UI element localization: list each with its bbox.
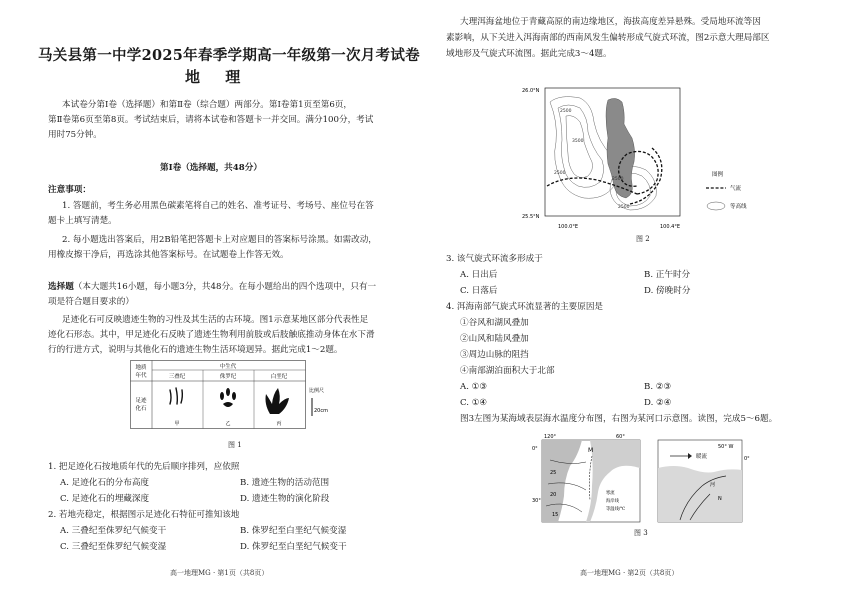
q2-option-d[interactable]: D. 侏罗纪至白垩纪气候变干 <box>240 542 347 552</box>
lon-label-w: 50° W <box>718 444 734 450</box>
q1-stem: 1. 把足迹化石按地质年代的先后顺序排列，应依照 <box>48 462 240 472</box>
lat-top-label: 26.0°N <box>522 88 540 94</box>
intro-line: 本试卷分第Ⅰ卷（选择题）和第Ⅱ卷（综合题）两部分。第Ⅰ卷第1页至第6页， <box>62 100 352 110</box>
contour-label: 2500 <box>618 205 630 210</box>
q3-option-c[interactable]: C. 日落后 <box>460 286 498 296</box>
lon-right-label: 100.4°E <box>660 224 680 230</box>
notes-heading: 注意事项： <box>48 185 91 195</box>
page-right <box>430 0 860 592</box>
choice-desc: （本大题共16小题，每小题3分，共48分。在每小题给出的四个选项中，只有一 <box>73 282 377 292</box>
fossil-jia-icon <box>170 388 182 404</box>
contour-label: 2500 <box>554 171 566 176</box>
scale-value: 20cm <box>314 408 328 414</box>
q3-option-b[interactable]: B. 正午时分 <box>644 270 691 280</box>
fossil-name: 丙 <box>276 421 282 427</box>
scale-label: 比例尺 <box>309 388 325 394</box>
passage-line: 迹化石形态。其中，甲足迹化石反映了遗迹生物利用前肢或后肢触底推动身体在水下滑 <box>48 330 375 340</box>
note-line: 用橡皮擦干净后，再选涂其他答案标号。在试题卷上作答无效。 <box>48 250 289 260</box>
lon-left-label: 100.0°E <box>558 224 578 230</box>
legend-isotherm: 等温线/℃ <box>606 507 626 512</box>
point-m-label: M <box>588 447 594 454</box>
lon-label: 120° <box>544 434 557 440</box>
contour-label: 2500 <box>612 177 624 182</box>
row-label-fossil: 足迹 <box>135 398 147 404</box>
passage2: 图3左图为某海域表层海水温度分布图，右图为某河口示意图。读图，完成5～6题。 <box>460 414 778 424</box>
legend-coastline: 海岸线 <box>606 499 619 504</box>
note-line: 1. 答题前，考生务必用黑色碳素笔将自己的姓名、准考证号、考场号、座位号在答 <box>62 201 374 211</box>
q4-item: ③周边山脉的阻挡 <box>460 350 529 360</box>
north-label: N <box>718 496 722 502</box>
fossil-name: 乙 <box>225 421 231 427</box>
q4-item: ②山风和陆风叠加 <box>460 334 529 344</box>
contour-label: 2500 <box>560 109 572 114</box>
exam-title: 马关县第一中学2025年春季学期高一年级第一次月考试卷 <box>38 47 420 64</box>
choice-desc-2: 项是符合题目要求的） <box>48 297 134 307</box>
choice-instructions <box>48 280 376 295</box>
estuary-land <box>658 466 742 522</box>
fossil-name: 甲 <box>174 421 180 427</box>
row-label-era: 地质 <box>135 365 147 371</box>
isotherm-label: 20 <box>550 492 557 498</box>
figure-2-map <box>520 82 780 232</box>
q2-option-b[interactable]: B. 侏罗纪至白垩纪气候变湿 <box>240 526 347 536</box>
figure-2-caption: 图 2 <box>636 235 650 243</box>
river-label: 河 <box>710 482 716 488</box>
contour-label: 3500 <box>572 139 584 144</box>
legend-airflow-label: 气流 <box>730 186 742 192</box>
lat-label-0: 0° <box>744 456 750 462</box>
note-line: 题卡上填写清楚。 <box>48 216 117 226</box>
q4-option-a[interactable]: A. ①③ <box>460 382 488 392</box>
figure-3-caption: 图 3 <box>634 529 648 537</box>
q4-option-c[interactable]: C. ①④ <box>460 398 488 408</box>
q3-option-a[interactable]: A. 日出后 <box>460 270 498 280</box>
warm-current-label: 暖流 <box>696 454 708 460</box>
q1-option-c[interactable]: C. 足迹化石的埋藏深度 <box>60 494 150 504</box>
row-label-fossil: 化石 <box>135 406 147 412</box>
passage-line: 域地形及气旋式环流图。据此完成3～4题。 <box>446 49 612 59</box>
lat-bottom-label: 25.5°N <box>522 214 540 220</box>
intro-line: 用时75分钟。 <box>48 130 102 140</box>
page-footer: 高一地理MG · 第2页（共8页） <box>580 569 679 577</box>
isotherm-label: 15 <box>552 512 559 518</box>
lon-label: 60° <box>616 434 625 440</box>
period-jurassic: 侏罗纪 <box>219 374 237 380</box>
fossil-bing-icon <box>266 388 290 414</box>
legend-title: 图例 <box>712 172 724 178</box>
subject-title: 地 理 <box>185 68 251 86</box>
figure-3-maps <box>530 430 770 526</box>
figure-1-caption: 图 1 <box>228 441 242 449</box>
q4-option-b[interactable]: B. ②③ <box>644 382 672 392</box>
row-label-era: 年代 <box>135 373 147 379</box>
q3-option-d[interactable]: D. 傍晚时分 <box>644 286 691 296</box>
fossil-yi-icon <box>220 388 236 407</box>
q1-option-b[interactable]: B. 遗迹生物的活动范围 <box>240 478 330 488</box>
figure-1-fossils <box>130 360 330 430</box>
choice-heading: 选择题 <box>48 282 74 292</box>
intro-line: 第Ⅱ卷第6页至第8页。考试结束后，请将本试卷和答题卡一并交回。满分100分，考试 <box>48 115 374 125</box>
q3-stem: 3. 该气旋式环流多形成于 <box>446 254 543 264</box>
q2-option-c[interactable]: C. 三叠纪至侏罗纪气候变湿 <box>60 542 167 552</box>
q2-stem: 2. 若地壳稳定，根据图示足迹化石特征可推知该地 <box>48 510 240 520</box>
q4-stem: 4. 洱海南部气旋式环流显著的主要原因是 <box>446 302 604 312</box>
period-triassic: 三叠纪 <box>168 374 186 380</box>
legend-cold-current: 寒流 <box>606 491 615 496</box>
legend-contour-icon <box>707 202 725 210</box>
lat-label: 0° <box>532 446 538 452</box>
q4-item: ④南部湖泊面积大于北部 <box>460 366 555 376</box>
q2-option-a[interactable]: A. 三叠纪至侏罗纪气候变干 <box>60 526 167 536</box>
passage-line: 大理洱海盆地位于青藏高原的南边缘地区，海拔高度差异悬殊。受局地环流等因 <box>460 17 761 27</box>
q4-item: ①谷风和湖风叠加 <box>460 318 529 328</box>
lake-name-label: 洱海 <box>636 140 649 147</box>
q4-option-d[interactable]: D. ②④ <box>644 398 672 408</box>
era-group-label: 中生代 <box>219 364 237 370</box>
section-title: 第Ⅰ卷（选择题，共48分） <box>160 163 262 173</box>
passage-line: 足迹化石可反映遗迹生物的习性及其生活的古环境。图1示意某地区部分代表性足 <box>62 315 369 325</box>
passage-line: 行的行进方式，说明与其他化石的遗迹生物生活环境迥异。据此完成1～2题。 <box>48 345 343 355</box>
lat-label: 30° <box>532 498 541 504</box>
q1-option-a[interactable]: A. 足迹化石的分布高度 <box>60 478 150 488</box>
period-cretaceous: 白垩纪 <box>270 374 288 380</box>
passage-line: 素影响，从下关进入洱海南部的西南风发生偏转形成气旋式环流，图2示意大理局部区 <box>446 33 770 43</box>
isotherm-label: 25 <box>550 470 557 476</box>
note-line: 2. 每小题选出答案后，用2B铅笔把答题卡上对应题目的答案标号涂黑。如需改动， <box>62 235 377 245</box>
page-footer: 高一地理MG · 第1页（共8页） <box>170 569 269 577</box>
legend-contour-label: 等高线 <box>730 204 747 210</box>
q1-option-d[interactable]: D. 遗迹生物的演化阶段 <box>240 494 330 504</box>
